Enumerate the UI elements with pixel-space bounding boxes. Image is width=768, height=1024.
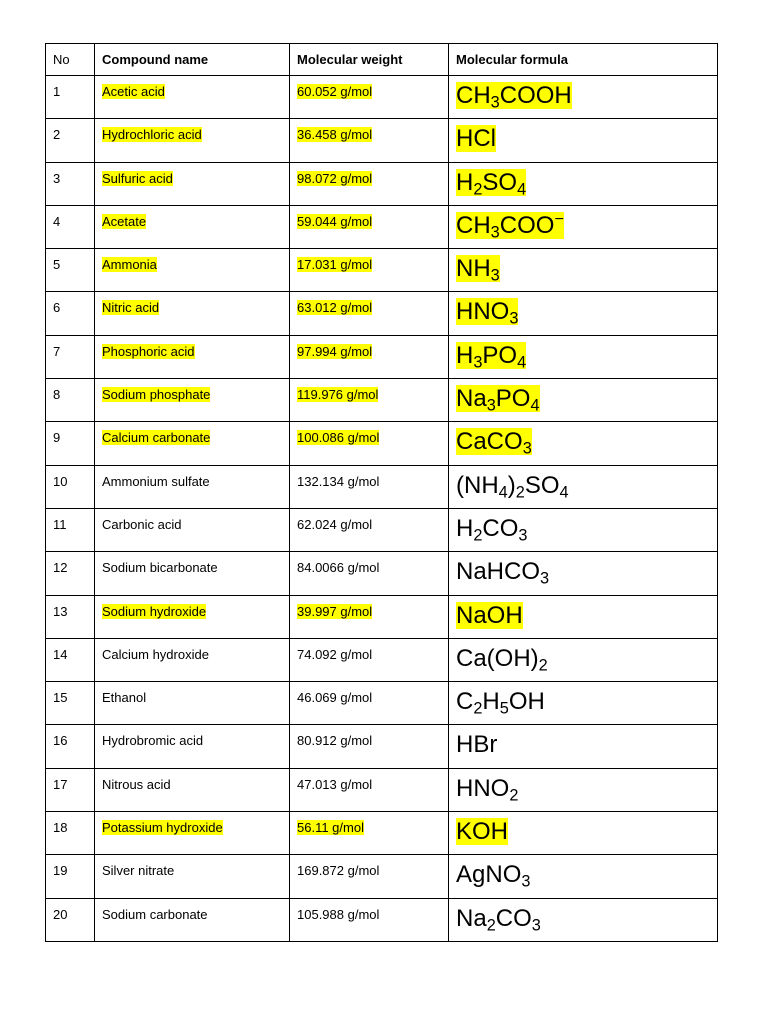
molecular-weight: 132.134 g/mol [297,473,380,489]
compound-name-cell [95,638,290,681]
compound-name-cell [95,335,290,378]
molecular-formula [456,558,550,588]
molecular-formula [456,82,572,112]
row-number [46,379,95,422]
compound-name: Sodium bicarbonate [102,560,218,576]
formula-text: OH [508,688,545,716]
formula-text: HNO [456,298,510,326]
row-number [46,682,95,725]
compound-name-cell [95,76,290,119]
compound-name-cell [95,465,290,508]
row-number-text: 20 [53,906,68,922]
row-number [46,162,95,205]
compound-name: Calcium carbonate [102,430,211,446]
formula-subscript: 4 [559,483,569,502]
formula-text: PO [495,385,531,413]
molecular-weight-cell [290,725,449,768]
molecular-formula [456,818,508,845]
formula-subscript: 2 [473,699,483,718]
molecular-formula-cell [449,508,718,551]
molecular-weight: 17.031 g/mol [297,257,373,273]
row-number [46,205,95,248]
molecular-weight-cell [290,335,449,378]
table-row [46,552,718,595]
formula-text: COOH [499,82,572,109]
formula-text: SO [524,471,560,499]
formula-text: Na [456,904,487,932]
molecular-formula [456,774,519,805]
molecular-weight-cell [290,422,449,465]
molecular-weight-cell [290,249,449,292]
molecular-formula-cell [449,595,718,638]
row-number [46,119,95,162]
molecular-formula [456,688,545,718]
molecular-weight: 63.012 g/mol [297,300,373,316]
row-number [46,292,95,335]
formula-text: Ca(OH) [456,644,539,672]
formula-subscript: 2 [515,483,525,502]
row-number-text: 4 [53,213,61,229]
compound-name: Ethanol [102,690,147,706]
row-number-text: 1 [53,84,61,99]
formula-text: CaCO [456,428,523,456]
molecular-weight: 59.044 g/mol [297,213,373,229]
molecular-formula [456,341,527,372]
formula-subscript: 4 [498,483,508,502]
molecular-formula [456,644,548,675]
molecular-formula [456,861,531,891]
molecular-formula-cell [449,552,718,595]
molecular-formula [456,602,523,629]
table-row [46,725,718,768]
molecular-weight: 100.086 g/mol [297,430,380,446]
formula-text: KOH [456,818,509,846]
row-number-text: 15 [53,690,68,706]
formula-text: NaOH [456,601,523,629]
molecular-weight-cell [290,465,449,508]
molecular-formula [456,428,532,458]
molecular-formula-cell [449,422,718,465]
table-row [46,465,718,508]
formula-text: H [456,341,474,369]
row-number-text: 18 [53,820,68,836]
molecular-weight-cell [290,595,449,638]
molecular-weight-cell [290,855,449,898]
formula-subscript: 3 [521,872,531,891]
molecular-weight-cell [290,638,449,681]
row-number [46,76,95,119]
table-row [46,335,718,378]
formula-subscript: 3 [490,266,500,285]
molecular-formula [456,209,564,242]
formula-text: H [456,514,474,542]
formula-text: ) [507,471,516,499]
molecular-formula [456,904,541,935]
row-number [46,595,95,638]
compound-name-cell [95,812,290,855]
compound-name: Silver nitrate [102,863,175,879]
table-row [46,638,718,681]
table-row [46,249,718,292]
molecular-weight-cell [290,508,449,551]
table-row [46,119,718,162]
formula-text: COO [499,211,555,239]
row-number [46,638,95,681]
molecular-formula-cell [449,379,718,422]
molecular-formula [456,168,527,199]
header-molecular-weight: Molecular weight [290,44,449,76]
compound-name: Sodium carbonate [102,906,208,922]
compound-name: Nitrous acid [102,776,171,792]
molecular-formula-cell [449,162,718,205]
molecular-weight: 98.072 g/mol [297,170,373,186]
molecular-formula-cell [449,682,718,725]
formula-subscript: 5 [499,699,509,718]
formula-subscript: 4 [530,396,540,415]
molecular-formula-cell [449,119,718,162]
compound-name: Sodium phosphate [102,387,211,403]
molecular-formula [456,471,569,502]
molecular-formula-cell [449,292,718,335]
molecular-formula-cell [449,768,718,811]
row-number-text: 3 [53,170,61,186]
row-number-text: 11 [53,516,67,532]
molecular-formula-cell [449,335,718,378]
molecular-weight: 84.0066 g/mol [297,560,380,576]
formula-text: HCl [456,125,496,153]
row-number-text: 19 [53,863,68,879]
formula-text: (NH [456,471,499,499]
formula-subscript: 2 [538,656,548,675]
row-number [46,465,95,508]
formula-subscript: 3 [486,396,496,415]
molecular-formula [456,385,540,415]
molecular-weight-cell [290,292,449,335]
header-row [46,44,718,76]
table-row [46,595,718,638]
compound-name-cell [95,205,290,248]
molecular-weight-cell [290,682,449,725]
row-number [46,855,95,898]
table-row [46,768,718,811]
formula-text: NaHCO [456,558,541,586]
formula-subscript: 3 [490,223,500,242]
molecular-formula [456,125,496,152]
table-row [46,205,718,248]
compound-name: Nitric acid [102,300,160,316]
molecular-weight: 62.024 g/mol [297,516,373,532]
molecular-formula-cell [449,205,718,248]
molecular-weight: 47.013 g/mol [297,776,373,792]
molecular-weight-cell [290,768,449,811]
compound-name: Potassium hydroxide [102,820,223,836]
molecular-formula [456,298,519,329]
row-number-text: 8 [53,387,61,403]
formula-text: H [482,688,500,716]
formula-subscript: 3 [522,439,532,458]
molecular-formula-cell [449,898,718,941]
formula-text: SO [482,168,518,196]
formula-subscript: 3 [540,569,550,588]
header-compound-name: Compound name [95,44,290,76]
molecular-weight: 97.994 g/mol [297,343,373,359]
formula-text: CO [482,514,519,542]
molecular-weight: 60.052 g/mol [297,84,373,99]
row-number-text: 13 [53,603,68,619]
row-number [46,422,95,465]
row-number [46,898,95,941]
molecular-weight: 80.912 g/mol [297,733,373,749]
formula-text: C [456,688,474,716]
compound-name: Hydrochloric acid [102,127,202,143]
compound-name: Acetic acid [102,84,165,99]
molecular-weight: 105.988 g/mol [297,906,380,922]
formula-subscript: 4 [517,180,527,199]
row-number-text: 16 [53,733,68,749]
table-row [46,422,718,465]
compound-name: Sodium hydroxide [102,603,207,619]
table-row [46,76,718,119]
row-number-text: 12 [53,560,68,576]
compound-name-cell [95,119,290,162]
compound-name-cell [95,379,290,422]
molecular-weight: 119.976 g/mol [297,387,379,403]
formula-subscript: 4 [517,353,527,372]
formula-text: NH [456,255,491,283]
formula-subscript: 3 [531,916,541,935]
table-row [46,812,718,855]
molecular-formula [456,731,497,758]
compound-name-cell [95,898,290,941]
row-number [46,725,95,768]
formula-text: Na [456,385,487,413]
formula-text: H [456,168,474,196]
molecular-formula-cell [449,725,718,768]
molecular-formula-cell [449,855,718,898]
formula-subscript: 3 [490,93,500,112]
compound-name: Hydrobromic acid [102,733,204,749]
molecular-weight: 169.872 g/mol [297,863,380,879]
row-number-text: 14 [53,646,68,662]
formula-subscript: 3 [518,526,528,545]
molecular-formula [456,514,528,545]
formula-text: CH [456,82,491,109]
compound-name: Sulfuric acid [102,170,173,186]
molecular-weight-cell [290,812,449,855]
molecular-weight-cell [290,76,449,119]
row-number-text: 6 [53,300,61,316]
molecular-weight: 74.092 g/mol [297,646,373,662]
compound-name: Ammonium sulfate [102,473,210,489]
formula-superscript: − [554,209,564,228]
formula-subscript: 3 [509,310,519,329]
molecular-weight-cell [290,119,449,162]
compound-name-cell [95,595,290,638]
formula-subscript: 2 [473,526,483,545]
row-number [46,812,95,855]
row-number [46,768,95,811]
compound-name: Carbonic acid [102,516,182,532]
row-number [46,249,95,292]
molecular-formula-cell [449,638,718,681]
compound-name-cell [95,292,290,335]
row-number-text: 7 [53,343,61,359]
molecular-weight: 56.11 g/mol [297,820,364,836]
molecular-formula-cell [449,76,718,119]
formula-text: AgNO [456,861,522,889]
table-row [46,898,718,941]
molecular-formula-cell [449,249,718,292]
formula-subscript: 3 [473,353,483,372]
row-number [46,552,95,595]
row-number-text: 17 [53,776,68,792]
molecular-weight-cell [290,162,449,205]
compound-name-cell [95,508,290,551]
compound-name: Ammonia [102,257,157,273]
molecular-formula [456,255,500,285]
compound-name-cell [95,552,290,595]
row-number-text: 9 [53,430,61,446]
molecular-weight-cell [290,898,449,941]
molecular-weight: 46.069 g/mol [297,690,373,706]
table-row [46,292,718,335]
table-row [46,682,718,725]
compound-name: Acetate [102,213,147,229]
header-molecular-formula: Molecular formula [449,44,718,76]
compound-name-cell [95,682,290,725]
compound-name-cell [95,249,290,292]
compound-name-cell [95,725,290,768]
formula-subscript: 2 [473,180,483,199]
molecular-formula-cell [449,465,718,508]
compound-name-cell [95,768,290,811]
row-number-text: 10 [53,473,68,489]
table-row [46,162,718,205]
compound-name: Calcium hydroxide [102,646,209,662]
row-number [46,508,95,551]
molecular-weight: 39.997 g/mol [297,603,373,619]
formula-text: PO [482,341,518,369]
molecular-weight-cell [290,205,449,248]
table-row [46,855,718,898]
compound-name-cell [95,162,290,205]
molecular-formula-cell [449,812,718,855]
row-number-text: 2 [53,127,61,143]
formula-text: HNO [456,774,510,802]
molecular-weight-cell [290,552,449,595]
compound-table [45,43,718,942]
formula-subscript: 2 [509,786,519,805]
row-number-text: 5 [53,257,61,273]
table-row [46,508,718,551]
table-row [46,379,718,422]
formula-text: CH [456,211,491,239]
header-no: No [46,44,95,76]
formula-text: HBr [456,731,498,759]
molecular-weight-cell [290,379,449,422]
compound-name-cell [95,855,290,898]
compound-name: Phosphoric acid [102,343,195,359]
formula-subscript: 2 [486,916,496,935]
molecular-weight: 36.458 g/mol [297,127,373,143]
compound-name-cell [95,422,290,465]
row-number [46,335,95,378]
formula-text: CO [495,904,532,932]
